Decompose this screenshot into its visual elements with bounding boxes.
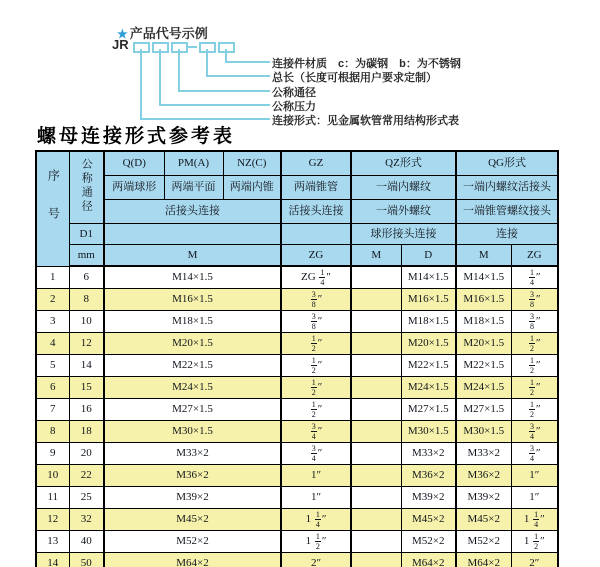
- cell-seq: 8: [36, 421, 69, 443]
- leader-line-connection: [140, 49, 270, 120]
- cell-qg-zg: 1″: [511, 487, 558, 509]
- cell-qg-m: M16×1.5: [456, 289, 511, 311]
- fraction: $\frac{1}{4}$: [315, 509, 320, 529]
- fraction: $\frac{1}{4}$: [529, 267, 534, 287]
- header-qg-row4: 连接: [456, 224, 558, 245]
- header-qz-m: M: [351, 245, 401, 267]
- cell-qz-m: [351, 289, 401, 311]
- cell-qz-m: [351, 421, 401, 443]
- cell-qz-m: [351, 443, 401, 465]
- cell-qz-d: M20×1.5: [401, 333, 456, 355]
- cell-m: M64×2: [104, 553, 281, 567]
- cell-m: M24×1.5: [104, 377, 281, 399]
- cell-seq: 4: [36, 333, 69, 355]
- fraction: $\frac{1}{2}$: [311, 399, 316, 419]
- table-body: [36, 266, 558, 567]
- cell-qg-zg: $\frac{3}{4}$ ″: [511, 421, 558, 443]
- cell-dn: 15: [69, 377, 104, 399]
- table-row: [36, 531, 558, 553]
- header-union-left: 活接头连接: [104, 200, 281, 224]
- cell-qz-m: [351, 311, 401, 333]
- cell-zg: $\frac{3}{4}$ ″: [281, 443, 351, 465]
- cell-qz-d: M52×2: [401, 531, 456, 553]
- cell-qz-d: M33×2: [401, 443, 456, 465]
- fraction: $\frac{1}{2}$: [534, 531, 539, 551]
- cell-seq: 10: [36, 465, 69, 487]
- cell-zg: 1″: [281, 487, 351, 509]
- cell-seq: 5: [36, 355, 69, 377]
- cell-dn: 50: [69, 553, 104, 567]
- cell-qz-d: M16×1.5: [401, 289, 456, 311]
- header-qz-d: D: [401, 245, 456, 267]
- cell-qg-zg: $\frac{3}{8}$ ″: [511, 311, 558, 333]
- table-row: [36, 355, 558, 377]
- cell-qz-d: M18×1.5: [401, 311, 456, 333]
- cell-qg-m: M39×2: [456, 487, 511, 509]
- header-m-wide: M: [104, 245, 281, 267]
- cell-m: M45×2: [104, 509, 281, 531]
- cell-qz-d: M39×2: [401, 487, 456, 509]
- header-empty-left: [104, 224, 281, 245]
- fraction: $\frac{3}{4}$: [529, 421, 534, 441]
- fraction: $\frac{3}{4}$: [529, 443, 534, 463]
- table-row: [36, 289, 558, 311]
- table-row: [36, 421, 558, 443]
- cell-qz-d: M24×1.5: [401, 377, 456, 399]
- cell-m: M18×1.5: [104, 311, 281, 333]
- cell-dn: 6: [69, 266, 104, 289]
- cell-dn: 10: [69, 311, 104, 333]
- cell-dn: 40: [69, 531, 104, 553]
- cell-qz-m: [351, 266, 401, 289]
- header-code-gz: GZ: [281, 151, 351, 176]
- cell-seq: 2: [36, 289, 69, 311]
- cell-qg-m: M20×1.5: [456, 333, 511, 355]
- cell-seq: 14: [36, 553, 69, 567]
- fraction: $\frac{1}{2}$: [315, 531, 320, 551]
- cell-qz-m: [351, 333, 401, 355]
- table-row: [36, 266, 558, 289]
- product-code-prefix: JR: [112, 37, 129, 52]
- cell-seq: 9: [36, 443, 69, 465]
- cell-qg-m: M64×2: [456, 553, 511, 567]
- cell-dn: 22: [69, 465, 104, 487]
- cell-qz-m: [351, 509, 401, 531]
- cell-zg: $\frac{1}{2}$ ″: [281, 333, 351, 355]
- cell-dn: 18: [69, 421, 104, 443]
- cell-m: M30×1.5: [104, 421, 281, 443]
- table-row: [36, 553, 558, 567]
- table-row: [36, 487, 558, 509]
- header-qg-zg: ZG: [511, 245, 558, 267]
- label-pressure: 公称压力: [272, 101, 316, 113]
- header-ends-pm: 两端平面: [164, 176, 223, 200]
- cell-m: M52×2: [104, 531, 281, 553]
- cell-qg-zg: $\frac{3}{8}$ ″: [511, 289, 558, 311]
- cell-m: M33×2: [104, 443, 281, 465]
- cell-zg: 1 $\frac{1}{2}$ ″: [281, 531, 351, 553]
- cell-qg-zg: $\frac{1}{4}$ ″: [511, 266, 558, 289]
- cell-qz-m: [351, 355, 401, 377]
- fraction: $\frac{1}{2}$: [311, 377, 316, 397]
- fraction: $\frac{1}{2}$: [311, 333, 316, 353]
- cell-m: M22×1.5: [104, 355, 281, 377]
- table-title: 螺母连接形式参考表: [37, 126, 236, 147]
- cell-m: M14×1.5: [104, 266, 281, 289]
- fraction: $\frac{1}{2}$: [529, 377, 534, 397]
- cell-qg-zg: 1″: [511, 465, 558, 487]
- fraction: $\frac{3}{8}$: [529, 289, 534, 309]
- cell-qz-m: [351, 553, 401, 567]
- cell-qz-m: [351, 531, 401, 553]
- label-diameter: 公称通径: [272, 87, 316, 99]
- cell-qg-zg: $\frac{3}{4}$ ″: [511, 443, 558, 465]
- header-zg: ZG: [281, 245, 351, 267]
- cell-qz-d: M22×1.5: [401, 355, 456, 377]
- cell-qg-zg: 2″: [511, 553, 558, 567]
- cell-dn: 8: [69, 289, 104, 311]
- cell-zg: $\frac{1}{2}$ ″: [281, 399, 351, 421]
- cell-qg-m: M24×1.5: [456, 377, 511, 399]
- cell-zg: 1 $\frac{1}{4}$ ″: [281, 509, 351, 531]
- fraction: $\frac{1}{4}$: [320, 267, 325, 287]
- cell-dn: 25: [69, 487, 104, 509]
- cell-zg: 2″: [281, 553, 351, 567]
- header-qz-row4: 球形接头连接: [351, 224, 456, 245]
- cell-zg: $\frac{3}{4}$ ″: [281, 421, 351, 443]
- cell-qz-m: [351, 377, 401, 399]
- table-row: [36, 377, 558, 399]
- fraction: $\frac{3}{4}$: [311, 421, 316, 441]
- cell-seq: 6: [36, 377, 69, 399]
- table-header: [36, 151, 558, 266]
- table-row: [36, 311, 558, 333]
- header-union-gz: 活接头连接: [281, 200, 351, 224]
- cell-zg: $\frac{3}{8}$ ″: [281, 311, 351, 333]
- cell-dn: 12: [69, 333, 104, 355]
- header-code-nz: NZ(C): [223, 151, 281, 176]
- cell-seq: 11: [36, 487, 69, 509]
- header-qz-row2: 一端内螺纹: [351, 176, 456, 200]
- code-dash: [188, 46, 197, 48]
- cell-zg: $\frac{1}{2}$ ″: [281, 355, 351, 377]
- label-connection: 连接形式：见金属软管常用结构形式表: [272, 115, 459, 127]
- header-ends-nz: 两端内锥: [223, 176, 281, 200]
- header-code-q: Q(D): [104, 151, 164, 176]
- fraction: $\frac{3}{8}$: [311, 311, 316, 331]
- fraction: $\frac{1}{4}$: [534, 509, 539, 529]
- fraction: $\frac{1}{2}$: [529, 399, 534, 419]
- cell-dn: 20: [69, 443, 104, 465]
- label-material: 连接件材质 c：为碳钢 b：为不锈钢: [272, 58, 461, 70]
- table-row: [36, 333, 558, 355]
- header-qg-m: M: [456, 245, 511, 267]
- diagram-title: [117, 23, 208, 42]
- header-qz-row3: 一端外螺纹: [351, 200, 456, 224]
- reference-table: [35, 150, 559, 567]
- fraction: $\frac{1}{2}$: [529, 355, 534, 375]
- cell-qg-zg: $\frac{1}{2}$ ″: [511, 333, 558, 355]
- header-dn: 公称通径: [69, 151, 104, 224]
- cell-qz-d: M30×1.5: [401, 421, 456, 443]
- header-code-qg: QG形式: [456, 151, 558, 176]
- fraction: $\frac{3}{8}$: [311, 289, 316, 309]
- cell-qg-zg: $\frac{1}{2}$ ″: [511, 399, 558, 421]
- cell-qz-m: [351, 399, 401, 421]
- cell-m: M27×1.5: [104, 399, 281, 421]
- cell-dn: 32: [69, 509, 104, 531]
- cell-qg-zg: $\frac{1}{2}$ ″: [511, 377, 558, 399]
- fraction: $\frac{3}{4}$: [311, 443, 316, 463]
- cell-qg-m: M18×1.5: [456, 311, 511, 333]
- cell-seq: 1: [36, 266, 69, 289]
- cell-qg-zg: $\frac{1}{2}$ ″: [511, 355, 558, 377]
- cell-qg-m: M36×2: [456, 465, 511, 487]
- cell-qg-m: M33×2: [456, 443, 511, 465]
- cell-qz-d: M64×2: [401, 553, 456, 567]
- cell-m: M36×2: [104, 465, 281, 487]
- header-code-pm: PM(A): [164, 151, 223, 176]
- cell-qz-m: [351, 465, 401, 487]
- table-row: [36, 399, 558, 421]
- diagram-title-text: 产品代号示例: [129, 26, 208, 41]
- star-icon: ★: [117, 27, 128, 41]
- cell-qg-m: M27×1.5: [456, 399, 511, 421]
- cell-seq: 13: [36, 531, 69, 553]
- cell-m: M39×2: [104, 487, 281, 509]
- table-row: [36, 443, 558, 465]
- label-length: 总长（长度可根据用户要求定制）: [272, 72, 437, 84]
- header-ends-q: 两端球形: [104, 176, 164, 200]
- cell-m: M20×1.5: [104, 333, 281, 355]
- cell-zg: $\frac{3}{8}$ ″: [281, 289, 351, 311]
- header-code-qz: QZ形式: [351, 151, 456, 176]
- cell-qg-m: M30×1.5: [456, 421, 511, 443]
- cell-qz-d: M45×2: [401, 509, 456, 531]
- cell-seq: 7: [36, 399, 69, 421]
- header-empty-gz: [281, 224, 351, 245]
- cell-qg-m: M45×2: [456, 509, 511, 531]
- cell-seq: 12: [36, 509, 69, 531]
- cell-qz-m: [351, 487, 401, 509]
- cell-m: M16×1.5: [104, 289, 281, 311]
- cell-qz-d: M27×1.5: [401, 399, 456, 421]
- cell-qg-zg: 1 $\frac{1}{4}$ ″: [511, 509, 558, 531]
- fraction: $\frac{1}{2}$: [311, 355, 316, 375]
- cell-qg-m: M22×1.5: [456, 355, 511, 377]
- header-mm: mm: [69, 245, 104, 267]
- cell-zg: ZG $\frac{1}{4}$ ″: [281, 266, 351, 289]
- fraction: $\frac{3}{8}$: [529, 311, 534, 331]
- table-row: [36, 465, 558, 487]
- header-d1: D1: [69, 224, 104, 245]
- header-seq: 序号: [36, 151, 69, 266]
- cell-qg-m: M14×1.5: [456, 266, 511, 289]
- cell-qz-d: M14×1.5: [401, 266, 456, 289]
- cell-zg: $\frac{1}{2}$ ″: [281, 377, 351, 399]
- fraction: $\frac{1}{2}$: [529, 333, 534, 353]
- cell-qg-m: M52×2: [456, 531, 511, 553]
- cell-qz-d: M36×2: [401, 465, 456, 487]
- cell-seq: 3: [36, 311, 69, 333]
- table-row: [36, 509, 558, 531]
- cell-zg: 1″: [281, 465, 351, 487]
- header-qg-row2: 一端内螺纹活接头: [456, 176, 558, 200]
- header-qg-row3: 一端锥管螺纹接头: [456, 200, 558, 224]
- cell-dn: 14: [69, 355, 104, 377]
- header-ends-gz: 两端锥管: [281, 176, 351, 200]
- cell-qg-zg: 1 $\frac{1}{2}$ ″: [511, 531, 558, 553]
- cell-dn: 16: [69, 399, 104, 421]
